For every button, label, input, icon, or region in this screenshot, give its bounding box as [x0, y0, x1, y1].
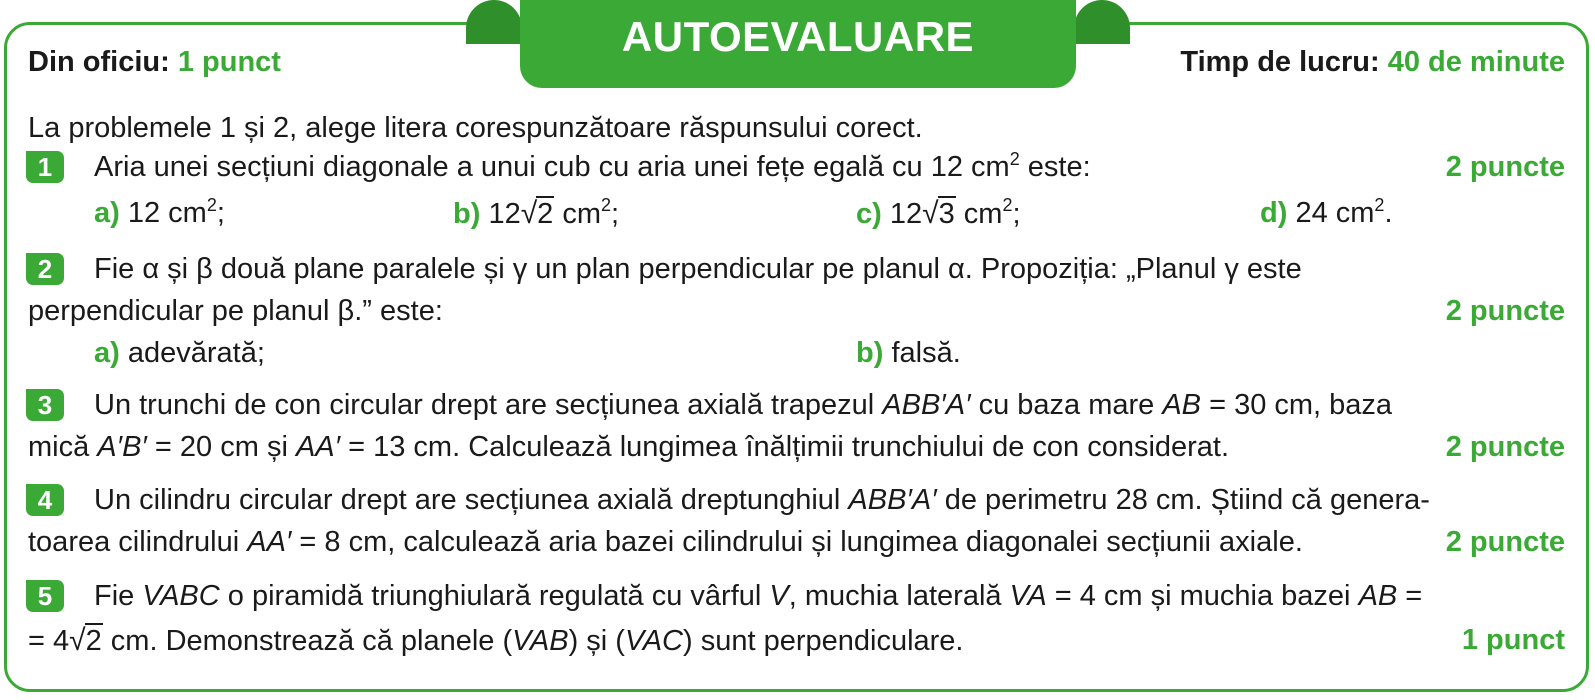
timp-value: 40 de minute	[1387, 46, 1565, 78]
problem-2-points: 2 puncte	[1445, 295, 1565, 327]
problem-1-option-d: d) 24 $cm^2$.	[1260, 195, 1393, 229]
problem-1-option-b: b) 12√2 $cm^2$;	[453, 195, 620, 230]
problem-number-4: 4	[26, 484, 64, 516]
problem-4-points: 2 puncte	[1445, 526, 1565, 558]
problem-1-points: 2 puncte	[1445, 151, 1565, 183]
problem-3-line-1: Un trunchi de con circular drept are secțiunea axială trapezul ABB′A′ cu baza mare AB = 30 cm, baza	[94, 389, 1393, 421]
oficiu-label: Din oficiu:	[28, 46, 170, 78]
problem-5-points: 1 punct	[1461, 624, 1565, 656]
problem-4-line-1: Un cilindru circular drept are secțiunea axială dreptunghiul ABB′A′ de perimetru 28 cm. Știind că genera-	[94, 484, 1430, 516]
timp-info	[1180, 46, 1565, 79]
problem-1-option-a: a) 12 $cm^2$;	[94, 195, 225, 229]
problem-5-line-2: = 4√2 cm. Demonstrează că planele (VAB) și (VAC) sunt perpendiculare.	[28, 624, 964, 657]
problem-2-option-a: a) adevărată;	[94, 337, 265, 369]
problem-3-points: 2 puncte	[1445, 431, 1565, 463]
page-title: AUTOEVALUARE	[520, 0, 1076, 88]
oficiu-value: 1 punct	[177, 46, 281, 78]
problem-2-line-1: Fie α și β două plane paralele și γ un plan perpendicular pe planul α. Propoziția: „Planul γ este	[94, 253, 1302, 285]
problem-number-5: 5	[26, 580, 64, 612]
problem-2-option-b: b) falsă.	[856, 337, 961, 369]
tab-ear-left	[466, 0, 522, 44]
problem-1-option-c: c) 12√3 $cm^2$;	[856, 195, 1021, 230]
oficiu-info	[28, 46, 281, 79]
intro-text: La problemele 1 și 2, alege litera corespunzătoare răspunsului corect.	[28, 112, 923, 144]
problem-number-1: 1	[26, 151, 64, 183]
problem-3-line-2: mică A′B′ = 20 cm și AA′ = 13 cm. Calculează lungimea înălțimii trunchiului de con considerat.	[28, 431, 1230, 463]
problem-number-2: 2	[26, 253, 64, 285]
problem-5-line-1: Fie VABC o piramidă triunghiulară regulată cu vârful V, muchia laterală VA = 4 cm și muchia bazei AB =	[94, 580, 1423, 612]
timp-label: Timp de lucru:	[1180, 46, 1380, 78]
problem-number-3: 3	[26, 389, 64, 421]
tab-ear-right	[1074, 0, 1130, 44]
problem-4-line-2: toarea cilindrului AA′ = 8 cm, calculează aria bazei cilindrului și lungimea diagonalei secțiunii axiale.	[28, 526, 1303, 558]
problem-2-line-2: perpendicular pe planul β.” este:	[28, 295, 443, 327]
problem-1-text: Aria unei secțiuni diagonale a unui cub cu aria unei fețe egală cu 12 $cm^2$ este:	[94, 149, 1091, 183]
